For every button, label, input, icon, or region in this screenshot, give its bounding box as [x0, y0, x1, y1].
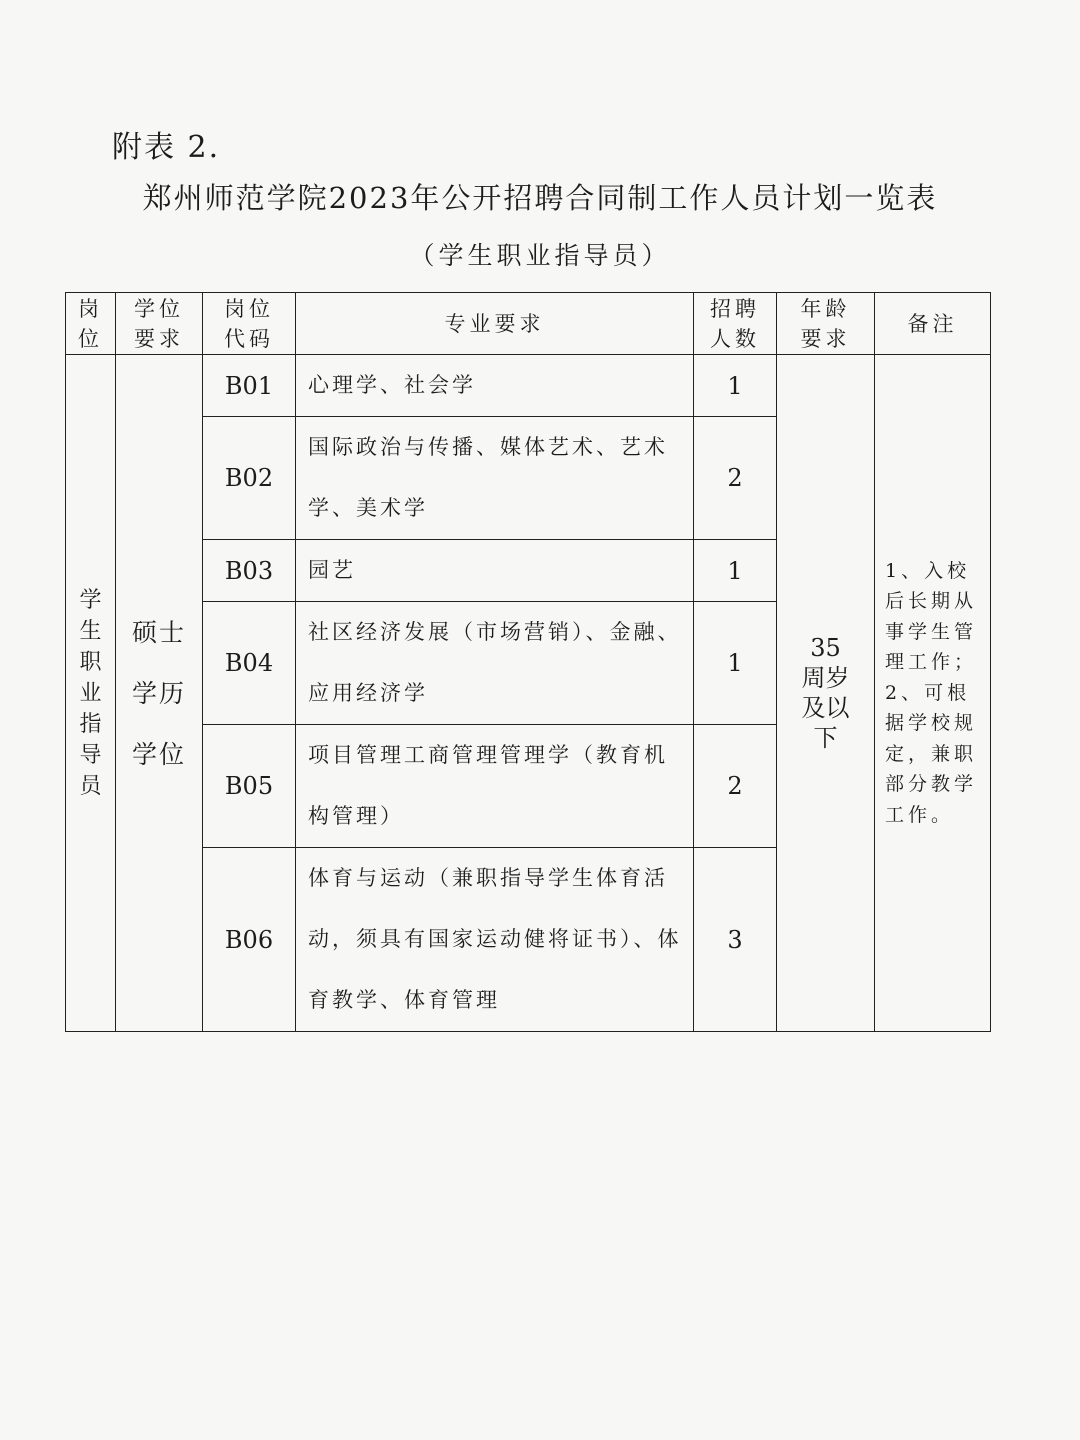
cell-line: 下: [813, 724, 838, 752]
cell-line: 职: [79, 649, 102, 675]
cell-line: 员: [79, 773, 102, 799]
count-cell: 3: [694, 848, 777, 1032]
major-cell: 项目管理工商管理管理学（教育机构管理）: [296, 725, 694, 848]
cell-line: 周岁: [801, 664, 850, 692]
count-cell: 1: [694, 602, 777, 725]
cell-line: 硕士: [131, 617, 186, 647]
cell-line: 学: [79, 587, 102, 613]
code-cell: B04: [203, 602, 296, 725]
cell-line: 代码: [224, 326, 274, 351]
age-cell: [777, 355, 875, 1032]
cell-line: 指: [79, 711, 102, 737]
cell-line: 要求: [134, 326, 184, 351]
header-count: [694, 293, 777, 355]
code-cell: B02: [203, 417, 296, 540]
recruitment-plan-table: [65, 292, 991, 1032]
cell-line: 岗: [78, 296, 103, 321]
code-cell: B05: [203, 725, 296, 848]
cell-line: 位: [78, 326, 103, 351]
header-age: [777, 293, 875, 355]
major-cell: 园艺: [296, 540, 694, 602]
cell-line: 人数: [710, 326, 760, 351]
header-degree: [116, 293, 203, 355]
major-cell: 体育与运动（兼职指导学生体育活动，须具有国家运动健将证书）、体育教学、体育管理: [296, 848, 694, 1032]
table-header-row: [66, 293, 991, 355]
code-cell: B06: [203, 848, 296, 1032]
cell-line: 学历: [131, 678, 186, 708]
header-remark: 备注: [875, 293, 991, 355]
document-subtitle: （学生职业指导员）: [409, 241, 671, 270]
major-cell: 国际政治与传播、媒体艺术、艺术学、美术学: [296, 417, 694, 540]
cell-line: 35: [810, 634, 841, 662]
remark-text: 1、入校后长期从事学生管理工作； 2、可根据学校规定，兼职部分教学工作。: [885, 559, 978, 826]
header-position: [66, 293, 116, 355]
cell-line: 业: [79, 680, 102, 706]
code-cell: B01: [203, 355, 296, 417]
table-row: [66, 355, 991, 417]
cell-line: 导: [79, 742, 102, 768]
cell-line: 招聘: [710, 296, 760, 321]
count-cell: 1: [694, 355, 777, 417]
count-cell: 2: [694, 725, 777, 848]
cell-line: 及以: [801, 694, 850, 722]
count-cell: 1: [694, 540, 777, 602]
header-code: [203, 293, 296, 355]
cell-line: 学位: [131, 739, 186, 769]
cell-line: 学位: [134, 296, 184, 321]
cell-line: 生: [79, 618, 102, 644]
position-cell: [66, 355, 116, 1032]
cell-line: 岗位: [224, 296, 274, 321]
code-cell: B03: [203, 540, 296, 602]
major-cell: 社区经济发展（市场营销）、金融、应用经济学: [296, 602, 694, 725]
degree-cell: [116, 355, 203, 1032]
major-cell: 心理学、社会学: [296, 355, 694, 417]
cell-line: 年龄: [800, 296, 851, 321]
remark-cell: [875, 355, 991, 1032]
header-major: 专业要求: [296, 293, 694, 355]
cell-line: 要求: [800, 326, 851, 351]
count-cell: 2: [694, 417, 777, 540]
annex-label: 附表 2.: [112, 130, 221, 165]
document-title: 郑州师范学院2023年公开招聘合同制工作人员计划一览表: [142, 181, 938, 215]
